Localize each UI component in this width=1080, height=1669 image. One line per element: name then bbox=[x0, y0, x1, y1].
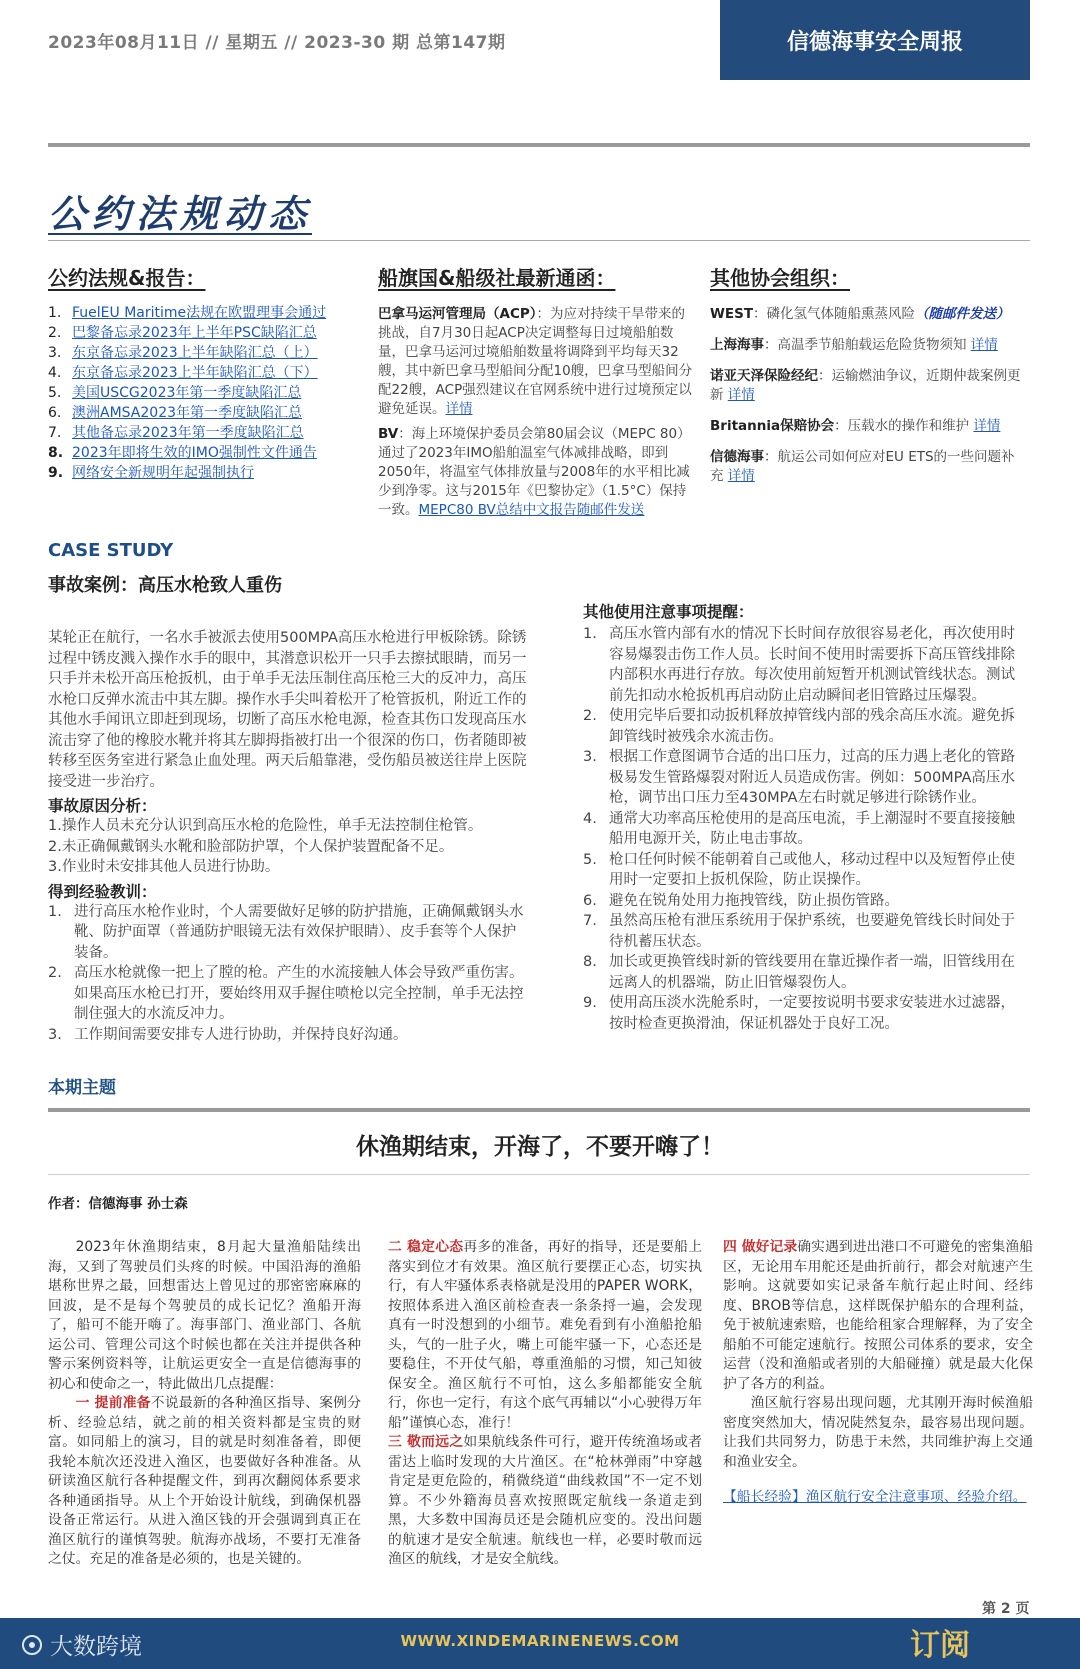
paragraph-text: 再多的准备，再好的指导，还是要船上落实到位才有效果。渔区航行要摆正心态，切实执行，有人牢骚体系表格就是没用的PAPER WORK，按照体系进入渔区前检查表一条条捋一遍，会发现真有一时没想到的小细节。难免看到有小渔船抢船头，气的一肚子火，嘴上可能牢骚一下，心态还是要稳住，不开仗气船，尊重渔船的习惯，知己知彼保安全。渔区航行不可怕，这么多船都能安全航行，你也一定行，有这个底气再辅以“小心驶得万年船”谨慎心态，准行！ bbox=[388, 1239, 703, 1431]
item-number: 3. bbox=[48, 1026, 62, 1043]
tips-heading: 其他使用注意事项提醒： bbox=[583, 603, 754, 621]
item-number: 5. bbox=[48, 385, 62, 401]
acp-notice bbox=[378, 305, 696, 419]
regulations-heading: 公约法规&报告： bbox=[48, 266, 206, 290]
article-column-3 bbox=[723, 1238, 1033, 1508]
page-number: 第 2 页 bbox=[982, 1601, 1030, 1617]
regulation-link[interactable]: FuelEU Maritime法规在欧盟理事会通过 bbox=[72, 305, 327, 321]
list-item bbox=[583, 850, 1025, 891]
list-item[interactable] bbox=[48, 303, 348, 323]
cause-item: 3.作业时未安排其他人员进行协助。 bbox=[48, 859, 280, 875]
item-number: 9. bbox=[48, 465, 64, 481]
list-item bbox=[583, 747, 1025, 809]
associations-list bbox=[710, 305, 1025, 486]
item-text: ：航运公司如何应对EU ETS的一些问题补充 bbox=[710, 449, 1015, 484]
list-item[interactable] bbox=[48, 463, 348, 483]
lessons-heading: 得到经验教训： bbox=[48, 882, 157, 901]
item-text: 避免在锐角处用力拖拽管线，防止损伤管路。 bbox=[609, 892, 899, 909]
org-name: 信德海事 bbox=[710, 449, 764, 465]
article-paragraph bbox=[48, 1394, 361, 1570]
item-number: 1. bbox=[48, 305, 62, 321]
details-link[interactable]: 详情 bbox=[445, 401, 473, 417]
list-item[interactable] bbox=[48, 323, 348, 343]
paragraph-text: 不说最新的各种渔区指导、案例分析、经验总结，就之前的相关资料都是宝贵的财富。如同船上的演习，目的就是时刻准备着，即便我轮本航次还没进入渔区，也要做好各种准备。从研读渔区航行各种提醒文件，到再次翻阅体系要求各种通函指导。从上个开始设计航线，到确保机器设备正常运行。从进入渔区钱的开会强调到真正在渔区航行的谨慎驾驶。航海亦战场，不要打无准备之仗。充足的准备是必须的，也是关键的。 bbox=[48, 1395, 361, 1567]
regulation-link[interactable]: 东京备忘录2023上半年缺陷汇总（下） bbox=[72, 365, 318, 381]
associations-heading: 其他协会组织： bbox=[710, 266, 850, 290]
list-item[interactable] bbox=[48, 423, 348, 443]
article-column-1 bbox=[48, 1238, 361, 1570]
paragraph-text: 确实遇到进出港口不可避免的密集渔船区，无论用车用舵还是曲折前行，都会对航速产生影响。这就要如实记录备车航行起止时间、经纬度、BROB等信息，这样既保护船东的合理利益，免于被航速索赔，也能给租家合理解释，为了安全船舶不可能定速航行。按照公司体系的要求，安全运营（没和渔船或者别的大船碰撞）就是最大化保护了各方的利益。 bbox=[723, 1239, 1034, 1392]
list-item bbox=[710, 336, 1025, 355]
item-number: 4. bbox=[48, 365, 62, 381]
subscribe-button[interactable]: 订阅 bbox=[910, 1628, 970, 1663]
attachment-note: （随邮件发送） bbox=[915, 306, 1010, 322]
item-text: ：运输燃油争议，近期仲裁案例更新 bbox=[710, 368, 1021, 403]
list-item[interactable] bbox=[48, 403, 348, 423]
item-text: 高压水管内部有水的情况下长时间存放很容易老化，再次使用时容易爆裂击伤工作人员。长时间不使用时需要拆下高压管线排除内部积水再进行存放。每次使用前短暂开机测试管线状态。测试前先扣动水枪扳机再启动防止启动瞬间老旧管路过压爆裂。 bbox=[609, 626, 1015, 704]
list-item bbox=[583, 809, 1025, 850]
section-title: 公约法规动态 bbox=[48, 192, 313, 236]
list-item bbox=[583, 952, 1025, 993]
case-title: 事故案例：高压水枪致人重伤 bbox=[48, 575, 282, 596]
item-number: 2. bbox=[48, 325, 62, 341]
list-item bbox=[583, 706, 1025, 747]
causes-heading: 事故原因分析： bbox=[48, 797, 157, 815]
logo-text: 大数跨境 bbox=[50, 1634, 142, 1660]
related-article-link[interactable]: 【船长经验】渔区航行安全注意事项、经验介绍。 bbox=[723, 1489, 1027, 1505]
regulation-link[interactable]: 东京备忘录2023上半年缺陷汇总（上） bbox=[72, 345, 318, 361]
list-item bbox=[710, 305, 1025, 324]
report-link[interactable]: MEPC80 BV总结中文报告随邮件发送 bbox=[418, 502, 645, 518]
article-paragraph bbox=[723, 1238, 1033, 1394]
flag-class-heading: 船旗国&船级社最新通函： bbox=[378, 266, 616, 290]
bv-notice bbox=[378, 425, 696, 520]
notice-text: ：为应对持续干旱带来的挑战，自7月30日起ACP决定调整每日过境船舶数量，巴拿马运河过境船舶数量将调降到平均每天32艘，其中新巴拿马型船间分配10艘，巴拿马型船间分配22艘，ACP强烈建议在官网系统中进行过境预定以避免延误。 bbox=[378, 306, 693, 417]
article-author: 作者：信德海事 孙士森 bbox=[48, 1196, 188, 1212]
item-text: 使用完毕后要扣动扳机释放掉管线内部的残余高压水流。避免拆卸管线时被残余水流击伤。 bbox=[609, 708, 1015, 745]
item-number: 8. bbox=[48, 445, 64, 461]
item-number: 7. bbox=[48, 425, 62, 441]
item-text: 加长或更换管线时新的管线要用在靠近操作者一端，旧管线用在远离人的机器端，防止旧管爆裂伤人。 bbox=[609, 954, 1015, 991]
item-text: 使用高压淡水洗舱系时，一定要按说明书要求安装进水过滤器，按时检查更换滑油，保证机器处于良好工况。 bbox=[609, 995, 1015, 1032]
list-item bbox=[583, 911, 1025, 952]
item-text: 高压水枪就像一把上了膛的枪。产生的水流接触人体会导致严重伤害。如果高压水枪已打开，要始终用双手握住喷枪以完全控制，单手无法控制住强大的水流反冲力。 bbox=[74, 965, 524, 1022]
regulations-list bbox=[48, 303, 348, 483]
item-number: 2. bbox=[48, 965, 62, 981]
org-name: Britannia保赔协会 bbox=[710, 418, 835, 434]
item-number: 1. bbox=[583, 626, 597, 642]
item-number: 9. bbox=[583, 995, 597, 1011]
regulation-link[interactable]: 网络安全新规明年起强制执行 bbox=[72, 465, 254, 481]
brand-banner bbox=[720, 0, 1030, 80]
theme-label: 本期主题 bbox=[48, 1078, 116, 1098]
details-link[interactable]: 详情 bbox=[973, 418, 1001, 434]
article-paragraph bbox=[388, 1238, 702, 1433]
item-number: 3. bbox=[48, 345, 62, 361]
item-text: 通常大功率高压枪使用的是高压电流，手上潮湿时不要直接接触船用电源开关，防止电击事故。 bbox=[609, 810, 1015, 847]
divider bbox=[48, 1108, 1030, 1112]
case-right-column bbox=[583, 600, 1025, 1034]
notice-source: BV bbox=[378, 426, 399, 442]
regulation-link[interactable]: 澳洲AMSA2023年第一季度缺陷汇总 bbox=[72, 405, 303, 421]
list-item bbox=[48, 1025, 530, 1046]
case-study-label: CASE STUDY bbox=[48, 540, 174, 561]
org-name: 诺亚天泽保险经纪 bbox=[710, 368, 818, 384]
item-text: 工作期间需要安排专人进行协助，并保持良好沟通。 bbox=[74, 1026, 408, 1043]
divider bbox=[48, 143, 1030, 147]
item-number: 6. bbox=[48, 405, 62, 421]
regulation-link[interactable]: 2023年即将生效的IMO强制性文件通告 bbox=[72, 445, 317, 461]
notice-text: ：海上环境保护委员会第80届会议（MEPC 80）通过了2023年IMO船舶温室气体减排战略，即到2050年，将温室气体排放量与2008年的水平相比减少到净零。这与2015年《巴黎协定》（1.5°C）保持一致。 bbox=[378, 426, 691, 518]
details-link[interactable]: 详情 bbox=[727, 468, 755, 484]
item-text: ：高温季节船舶载运危险货物须知 bbox=[764, 337, 967, 353]
item-number: 6. bbox=[583, 892, 597, 909]
list-item[interactable] bbox=[48, 383, 348, 403]
item-number: 4. bbox=[583, 810, 597, 827]
regulation-link[interactable]: 美国USCG2023年第一季度缺陷汇总 bbox=[72, 385, 302, 401]
details-link[interactable]: 详情 bbox=[970, 337, 998, 353]
list-item[interactable] bbox=[48, 363, 348, 383]
item-text: 虽然高压枪有泄压系统用于保护系统，也要避免管线长时间处于待机蓄压状态。 bbox=[609, 913, 1015, 950]
list-item[interactable] bbox=[48, 343, 348, 363]
item-number: 3. bbox=[583, 749, 597, 765]
brand-title: 信德海事安全周报 bbox=[786, 29, 963, 55]
item-text: 进行高压水枪作业时，个人需要做好足够的防护措施，正确佩戴钢头水靴、防护面罩（普通防护眼镜无法有效保护眼睛）、皮手套等个人保护装备。 bbox=[74, 903, 524, 961]
item-number: 7. bbox=[583, 913, 597, 929]
point-heading: 一 提前准备 bbox=[75, 1395, 151, 1411]
point-heading: 二 稳定心态 bbox=[388, 1239, 464, 1255]
item-number: 1. bbox=[48, 903, 62, 920]
point-heading: 三 敬而远之 bbox=[388, 1434, 464, 1450]
divider bbox=[48, 240, 1030, 241]
article-paragraph bbox=[388, 1433, 702, 1570]
regulation-link[interactable]: 其他备忘录2023年第一季度缺陷汇总 bbox=[72, 425, 304, 441]
divider bbox=[48, 1174, 1030, 1175]
list-item bbox=[710, 367, 1025, 405]
details-link[interactable]: 详情 bbox=[727, 387, 755, 403]
website-link[interactable]: WWW.XINDEMARINENEWS.COM bbox=[400, 1632, 680, 1650]
list-item bbox=[710, 448, 1025, 486]
item-number: 8. bbox=[583, 954, 597, 970]
article-paragraph: 渔区航行容易出现问题，尤其刚开海时候渔船密度突然加大，情况陡然复杂，最容易出现问题。让我们共同努力，防患于未然，共同维护海上交通和渔业安全。 bbox=[723, 1395, 1033, 1470]
case-narrative: 某轮正在航行，一名水手被派去使用500MPA高压水枪进行甲板除锈。除锈过程中锈皮溅入操作水手的眼中，其潜意识松开一只手去擦拭眼睛，而另一只手并未松开高压枪扳机，由于单手无法压制住高压枪三大的反冲力，高压水枪口反弹水流击中其左脚。操作水手尖叫着松开了枪管扳机，附近工作的其他水手闻讯立即赶到现场，切断了高压水枪电源，检查其伤口发现高压水流击穿了他的橡胶水靴并将其左脚拇指被打出一个很深的伤口，伤者随即被转移至医务室进行紧急止血处理。两天后船靠港，受伤船员被送往岸上医院接受进一步治疗。 bbox=[48, 630, 527, 790]
tips-list bbox=[583, 624, 1025, 1034]
lessons-list bbox=[48, 902, 530, 1046]
list-item bbox=[583, 891, 1025, 912]
list-item bbox=[583, 993, 1025, 1034]
list-item bbox=[48, 963, 530, 1025]
cause-item: 1.操作人员未充分认识到高压水枪的危险性，单手无法控制住枪管。 bbox=[48, 818, 483, 834]
list-item bbox=[583, 624, 1025, 706]
article-column-2 bbox=[388, 1238, 702, 1570]
article-title: 休渔期结束，开海了，不要开嗨了！ bbox=[356, 1134, 724, 1160]
list-item[interactable] bbox=[48, 443, 348, 463]
list-item bbox=[710, 417, 1025, 436]
issue-meta: 2023年08月11日 // 星期五 // 2023-30 期 总第147期 bbox=[48, 33, 506, 53]
item-text: 枪口任何时候不能朝着自己或他人，移动过程中以及短暂停止使用时一定要扣上扳机保险，防止误操作。 bbox=[609, 851, 1015, 888]
item-number: 2. bbox=[583, 708, 597, 724]
paragraph-text: 如果航线条件可行，避开传统渔场或者雷达上临时发现的大片渔区。在“枪林弹雨”中穿越肯定是更危险的，稍微绕道“曲线救国”不一定不划算。不少外籍海员喜欢按照既定航线一条道走到黑，大多数中国海员还是会随机应变的。没出问题的航速才是安全航速。航线也一样，必要时敬而远渔区的航线，才是安全航线。 bbox=[388, 1434, 703, 1567]
case-left-column bbox=[48, 628, 530, 1045]
notice-source: 巴拿马运河管理局（ACP） bbox=[378, 306, 537, 322]
org-name: WEST bbox=[710, 306, 754, 322]
item-text: 根据工作意图调节合适的出口压力，过高的压力遇上老化的管路极易发生管路爆裂对附近人员造成伤害。例如：500MPA高压水枪，调节出口压力至430MPA左右时就足够进行除锈作业。 bbox=[609, 749, 1015, 806]
article-paragraph: 2023年休渔期结束，8月起大量渔船陆续出海，又到了驾驶员们头疼的时候。中国沿海的渔船堪称世界之最，回想雷达上曾见过的那密密麻麻的回波，是不是每个驾驶员的成长记忆？渔船开海了，船可不能开嗨了。海事部门、渔业部门、各航运公司、管理公司这个时候也都在关注并提供各种警示案例资料等，让航运更安全一直是信德海事的初心和使命之一，特此做出几点提醒： bbox=[48, 1239, 361, 1392]
regulation-link[interactable]: 巴黎备忘录2023年上半年PSC缺陷汇总 bbox=[72, 325, 317, 341]
cause-item: 2.未正确佩戴钢头水靴和脸部防护罩，个人保护装置配备不足。 bbox=[48, 838, 454, 855]
org-name: 上海海事 bbox=[710, 337, 764, 353]
item-number: 5. bbox=[583, 851, 597, 868]
list-item bbox=[48, 902, 530, 964]
point-heading: 四 做好记录 bbox=[723, 1239, 798, 1255]
item-text: ：磷化氢气体随船熏蒸风险 bbox=[753, 306, 916, 322]
item-text: ：压载水的操作和维护 bbox=[834, 418, 970, 434]
